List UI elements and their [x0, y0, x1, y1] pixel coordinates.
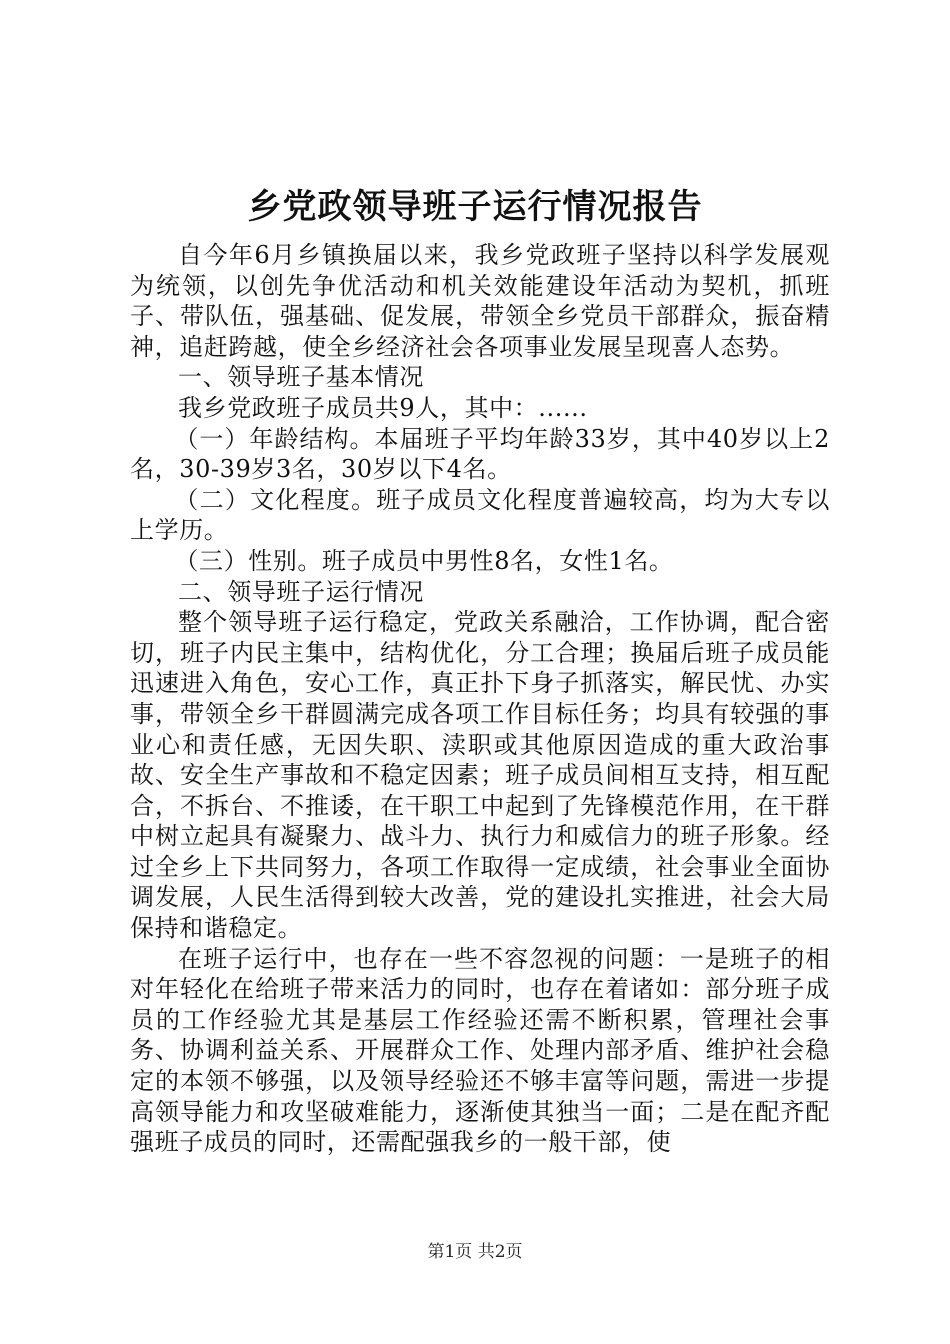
section-heading-basic-info: 一、领导班子基本情况 [178, 363, 424, 392]
gender-paragraph: （三）性别。班子成员中男性8名，女性1名。 [174, 546, 674, 575]
intro-paragraph: 自今年6月乡镇换届以来，我乡党政班子坚持以科学发展观为统领，以创先争优活动和机关效能建设年活动为契机，抓班子、带队伍，强基础、促发展，带领全乡党员干部群众，振奋精神，追赶跨越，使全乡经济社会各项事业发展呈现喜人态势。 [130, 241, 830, 361]
age-structure-paragraph: （一）年龄结构。本届班子平均年龄33岁，其中40岁以上2名，30-39岁3名，30岁以下4名。 [130, 424, 830, 484]
problems-paragraph: 在班子运行中，也存在一些不容忽视的问题：一是班子的相对年轻化在给班子带来活力的同时，也存在着诸如：部分班子成员的工作经验尤其是基层工作经验还需不断积累，管理社会事务、协调利益关系、开展群众工作、处理内部矛盾、维护社会稳定的本领不够强，以及领导经验还不够丰富等问题，需进一步提高领导能力和攻坚破难能力，逐渐使其独当一面；二是在配齐配强班子成员的同时，还需配强我乡的一般干部，使 [130, 944, 830, 1157]
document-title: 乡党政领导班子运行情况报告 [247, 187, 703, 227]
section-heading-operation: 二、领导班子运行情况 [178, 577, 424, 606]
operation-paragraph: 整个领导班子运行稳定，党政关系融洽，工作协调，配合密切，班子内民主集中，结构优化，分工合理；换届后班子成员能迅速进入角色，安心工作，真正扑下身子抓落实，解民忧、办实事，带领全乡干群圆满完成各项工作目标任务；均具有较强的事业心和责任感，无因失职、渎职或其他原因造成的重大政治事故、安全生产事故和不稳定因素；班子成员间相互支持，相互配合，不拆台、不推诿，在干职工中起到了先锋模范作用，在干群中树立起具有凝聚力、战斗力、执行力和威信力的班子形象。经过全乡上下共同努力，各项工作取得一定成绩，社会事业全面协调发展，人民生活得到较大改善，党的建设扎实推进，社会大局保持和谐稳定。 [130, 608, 830, 943]
education-paragraph: （二）文化程度。班子成员文化程度普遍较高，均为大专以上学历。 [130, 485, 830, 545]
page-number-footer: 第1页 共2页 [427, 1242, 523, 1262]
members-count-paragraph: 我乡党政班子成员共9人，其中：...... [178, 393, 588, 422]
document-body [130, 240, 830, 1158]
